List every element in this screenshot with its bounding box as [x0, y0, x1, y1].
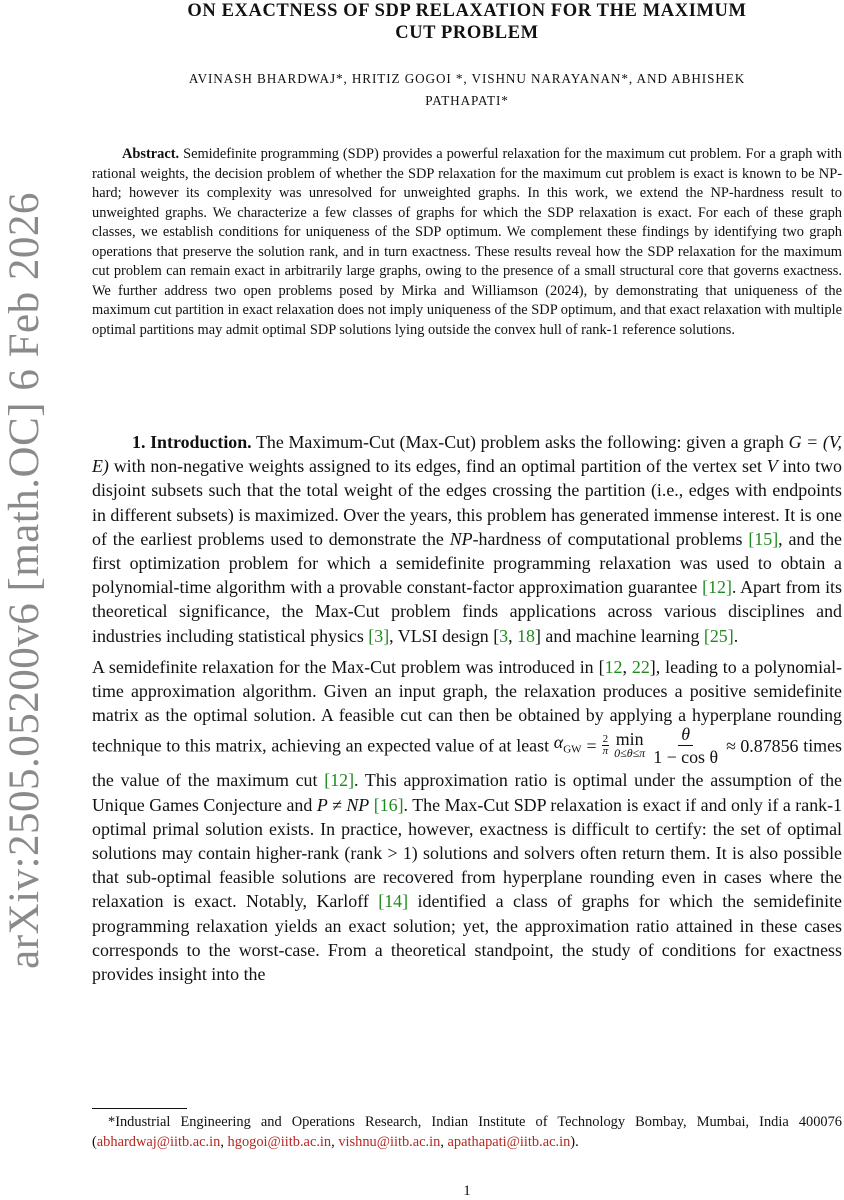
email-link[interactable]: apathapati@iitb.ac.in [447, 1133, 571, 1150]
paper-title: ON EXACTNESS OF SDP RELAXATION FOR THE MAXIMUM CUT PROBLEM [187, 1, 747, 43]
author-list: AVINASH BHARDWAJ*, HRITIZ GOGOI *, VISHNU NARAYANAN*, AND ABHISHEK PATHAPATI* [188, 71, 746, 108]
citation-link[interactable]: [25] [703, 625, 734, 646]
citation-link[interactable]: 12 [604, 656, 623, 677]
citation-link[interactable]: [16] [373, 794, 404, 815]
abstract-label: Abstract. [122, 146, 180, 162]
abstract-text: Semidefinite programming (SDP) provides a powerful relaxation for the maximum cut problem. For a graph with rational weights, the decision problem of whether the SDP relaxation for the maximum cut problem is exact is known to be NP-hard; however its complexity was unresolved for unweighted graphs. In this work, we extend the NP-hardness result to unweighted graphs. We characterize a few classes of graphs for which the SDP relaxation is exact. For each of these graph classes, we establish conditions for uniqueness of the SDP optimum. We complement these findings by identifying two graph operations that preserve the solution rank, and in turn exactness. These results reveal how the SDP relaxation for the maximum cut problem can remain exact in arbitrarily large graphs, owing to the presence of a small structural core that governs exactness. We further address two open problems posed by Mirka and Williamson (2024), by demonstrating that uniqueness of the maximum cut partition in exact relaxation does not imply uniqueness of the SDP optimum, and that exact relaxation with multiple optimal partitions may admit optimal SDP solutions lying outside the convex hull of rank-1 reference solutions. [92, 146, 842, 338]
approximation-ratio-formula: $\alpha_{GW}$ = 2 π min 0≤θ≤π $\frac{\theta}{\text{1 − cos θ}}$ ≈ 0.87856 [553, 724, 799, 768]
intro-paragraph-1: 1. Introduction. The Maximum-Cut (Max-Cut) problem asks the following: given a graph G = (V, E) with non-negative weights assigned to its edges, find an optimal partition of the vertex set V into two disjoint subsets such that the total weight of the edges crossing the partition (i.e., edges with endpoints in different subsets) is maximized. Over the years, this problem has generated immense interest. It is one of the earliest problems used to demonstrate the NP-hardness of computational problems [15], and the first optimization problem for which a semidefinite programming relaxation was used to obtain a polynomial-time algorithm with a provable constant-factor approximation guarantee [12]. Apart from its theoretical significance, the Max-Cut problem finds applications across various disciplines and industries including statistical physics [3], VLSI design [3, 18] and machine learning [25]. [92, 432, 842, 646]
footnote-divider [92, 1108, 187, 1109]
email-link[interactable]: hgogoi@iitb.ac.in [227, 1133, 332, 1150]
arxiv-identifier: arXiv:2505.05200v6 [math.OC] 6 Feb 2026 [0, 191, 48, 969]
affiliation-footnote: *Industrial Engineering and Operations Research, Indian Institute of Technology Bombay, Mumbai, India 400076 (abhardwaj@iitb.ac.in, hgogoi@iitb.ac.in, vishnu@iitb.ac.in, apathapati@iitb.ac.in). [92, 1114, 842, 1150]
section-heading: 1. Introduction. [132, 432, 252, 452]
introduction-section [92, 430, 842, 993]
citation-link[interactable]: [12] [702, 577, 732, 598]
citation-link[interactable]: [12] [324, 770, 355, 791]
email-link[interactable]: abhardwaj@iitb.ac.in [96, 1133, 221, 1150]
citation-link[interactable]: 3 [499, 625, 509, 646]
citation-link[interactable]: 22 [631, 656, 650, 677]
abstract [92, 145, 842, 340]
email-link[interactable]: vishnu@iitb.ac.in [338, 1133, 441, 1150]
citation-link[interactable]: [15] [748, 528, 779, 549]
arxiv-side-label [2, 190, 46, 970]
citation-link[interactable]: 18 [517, 625, 535, 646]
citation-link[interactable]: [3] [368, 625, 390, 646]
citation-link[interactable]: [14] [378, 891, 409, 912]
intro-paragraph-2: A semidefinite relaxation for the Max-Cut problem was introduced in [12, 22], leading to a polynomial-time approximation algorithm. Given an input graph, the relaxation produces a positive semidefinite matrix as the optimal solution. A feasible cut can then be obtained by applying a hyperplane rounding technique to this matrix, achieving an expected value of at least $\alpha_{GW}$ = 2 π min 0≤θ≤π $\frac{\theta}{\text{1 − cos θ}}$ ≈ 0.87856 times the value of the maximum cut [12]. This approximation ratio is optimal under the assumption of the Unique Games Conjecture and P ≠ NP [16]. The Max-Cut SDP relaxation is exact if and only if a rank-1 optimal primal solution exists. In practice, however, exactness is difficult to certify: the set of optimal solutions may contain higher-rank (rank > 1) solutions and solvers often return them. It is also possible that sub-optimal feasible solutions are recovered from hyperplane rounding even in cases where the relaxation is exact. Notably, Karloff [14] identified a class of graphs for which the semidefinite programming relaxation yields an exact solution; yet, the approximation ratio attained in these cases corresponds to the worst-case. From a theoretical standpoint, the study of conditions for exactness provides insight into the [92, 656, 843, 985]
page-number: 1 [463, 1183, 471, 1199]
